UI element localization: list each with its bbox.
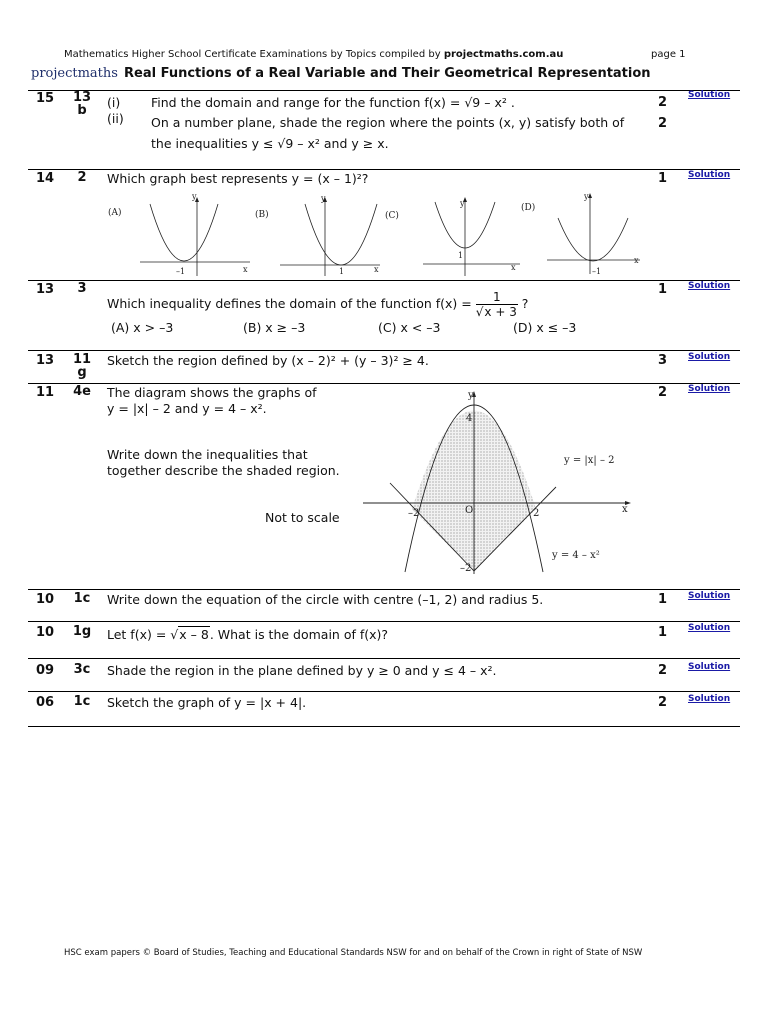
header-site: projectmaths.com.au xyxy=(443,49,564,60)
marks: 2 xyxy=(658,663,668,678)
svg-text:4: 4 xyxy=(466,413,473,424)
question-text: Sketch the graph of y = |x + 4|. xyxy=(107,695,307,710)
svg-text:x: x xyxy=(622,504,628,515)
svg-text:y: y xyxy=(192,192,197,201)
option-b: (B) x ≥ –3 xyxy=(243,320,306,335)
svg-text:y: y xyxy=(584,192,589,201)
question-number: 11 g xyxy=(72,352,92,380)
question-text: Find the domain and range for the function f(x) = √9 – x² . xyxy=(151,95,515,110)
row-divider xyxy=(28,621,740,622)
question-text: y = |x| – 2 and y = 4 – x². xyxy=(107,401,267,416)
question-text: Write down the inequalities that xyxy=(107,447,308,462)
row-divider xyxy=(28,658,740,659)
question-number: 4e xyxy=(73,384,91,399)
svg-text:x: x xyxy=(634,256,639,265)
question-text: Write down the equation of the circle with centre (–1, 2) and radius 5. xyxy=(107,592,544,607)
svg-text:x: x xyxy=(374,265,379,274)
question-year: 10 xyxy=(36,625,55,640)
question-year: 11 xyxy=(36,385,55,400)
row-divider xyxy=(28,350,740,351)
svg-text:y: y xyxy=(321,194,326,203)
svg-text:y = 4 – x²: y = 4 – x² xyxy=(552,550,600,561)
marks: 1 xyxy=(658,282,668,297)
svg-text:y: y xyxy=(468,390,474,401)
question-year: 10 xyxy=(36,592,55,607)
svg-text:y = |x| – 2: y = |x| – 2 xyxy=(564,455,615,466)
graph-label-a: (A) xyxy=(108,208,122,218)
solution-link[interactable]: Solution xyxy=(688,170,731,180)
marks: 2 xyxy=(658,385,668,400)
question-year: 09 xyxy=(36,663,55,678)
marks: 1 xyxy=(658,625,668,640)
svg-text:1: 1 xyxy=(339,267,345,276)
question-text: On a number plane, shade the region where the points (x, y) satisfy both of xyxy=(151,115,625,130)
question-year: 13 xyxy=(36,353,55,368)
option-a: (A) x > –3 xyxy=(111,320,174,335)
svg-text:–1: –1 xyxy=(592,267,602,276)
page-title: Real Functions of a Real Variable and Their Geometrical Representation xyxy=(124,66,651,81)
solution-link[interactable]: Solution xyxy=(688,384,731,394)
logo: projectmaths xyxy=(31,66,118,81)
svg-text:x: x xyxy=(243,265,248,274)
svg-text:–1: –1 xyxy=(176,267,186,276)
row-divider xyxy=(28,383,740,384)
question-text: Shade the region in the plane defined by y ≥ 0 and y ≤ 4 – x². xyxy=(107,663,497,678)
question-part-label: (ii) xyxy=(107,111,124,126)
question-number: 3c xyxy=(73,662,91,677)
svg-text:x: x xyxy=(511,263,516,272)
solution-link[interactable]: Solution xyxy=(688,90,731,100)
svg-text:–2: –2 xyxy=(460,563,472,574)
question-text: Let f(x) = √x – 8. What is the domain of f(x)? xyxy=(107,627,389,642)
row-divider xyxy=(28,169,740,170)
question-text: Which graph best represents y = (x – 1)²? xyxy=(107,171,369,186)
footer: HSC exam papers © Board of Studies, Teaching and Educational Standards NSW for and on behalf of the Crown in right of State of NSW xyxy=(64,948,643,958)
question-year: 15 xyxy=(36,91,55,106)
header-prefix: Mathematics Higher School Certificate Examinations by Topics compiled by xyxy=(64,49,444,60)
question-text: the inequalities y ≤ √9 – x² and y ≥ x. xyxy=(151,136,389,151)
option-d: (D) x ≤ –3 xyxy=(513,320,577,335)
svg-text:O: O xyxy=(465,505,474,516)
svg-text:2: 2 xyxy=(533,508,540,519)
row-divider xyxy=(28,90,740,91)
question-number: 13 b xyxy=(72,90,92,118)
row-divider xyxy=(28,726,740,727)
marks: 2 xyxy=(658,695,668,710)
graph-label-d: (D) xyxy=(521,203,536,213)
graph-label-c: (C) xyxy=(385,211,399,221)
marks: 1 xyxy=(658,171,668,186)
solution-link[interactable]: Solution xyxy=(688,623,731,633)
question-text: together describe the shaded region. xyxy=(107,463,340,478)
graph-label-b: (B) xyxy=(255,210,269,220)
question-part-label: (i) xyxy=(107,95,121,110)
option-c: (C) x < –3 xyxy=(378,320,441,335)
graph-options xyxy=(100,188,660,280)
marks: 2 xyxy=(658,95,668,110)
question-number: 3 xyxy=(77,281,87,296)
not-to-scale-note: Not to scale xyxy=(265,510,340,525)
region-diagram xyxy=(360,388,640,578)
question-year: 06 xyxy=(36,695,55,710)
question-year: 13 xyxy=(36,282,55,297)
solution-link[interactable]: Solution xyxy=(688,662,731,672)
solution-link[interactable]: Solution xyxy=(688,591,731,601)
row-divider xyxy=(28,691,740,692)
row-divider xyxy=(28,589,740,590)
svg-text:y: y xyxy=(460,199,465,208)
marks: 3 xyxy=(658,353,668,368)
solution-link[interactable]: Solution xyxy=(688,352,731,362)
solution-link[interactable]: Solution xyxy=(688,281,731,291)
question-number: 2 xyxy=(77,170,87,185)
solution-link[interactable]: Solution xyxy=(688,694,731,704)
question-number: 1g xyxy=(72,624,92,639)
question-text: Which inequality defines the domain of the function f(x) = $\frac{1}{√x + 3}$ ? xyxy=(107,290,529,319)
page-number: page 1 xyxy=(651,49,686,60)
question-year: 14 xyxy=(36,171,55,186)
svg-text:–2: –2 xyxy=(408,508,420,519)
marks: 1 xyxy=(658,592,668,607)
question-number: 1c xyxy=(73,591,91,606)
row-divider xyxy=(28,280,740,281)
question-text: The diagram shows the graphs of xyxy=(107,385,317,400)
marks: 2 xyxy=(658,116,668,131)
header-line xyxy=(64,49,563,60)
svg-text:1: 1 xyxy=(458,251,464,260)
question-text: Sketch the region defined by (x – 2)² + (y – 3)² ≥ 4. xyxy=(107,353,429,368)
fraction: $\frac{1}{√x + 3}$ xyxy=(475,290,517,319)
question-number: 1c xyxy=(73,694,91,709)
